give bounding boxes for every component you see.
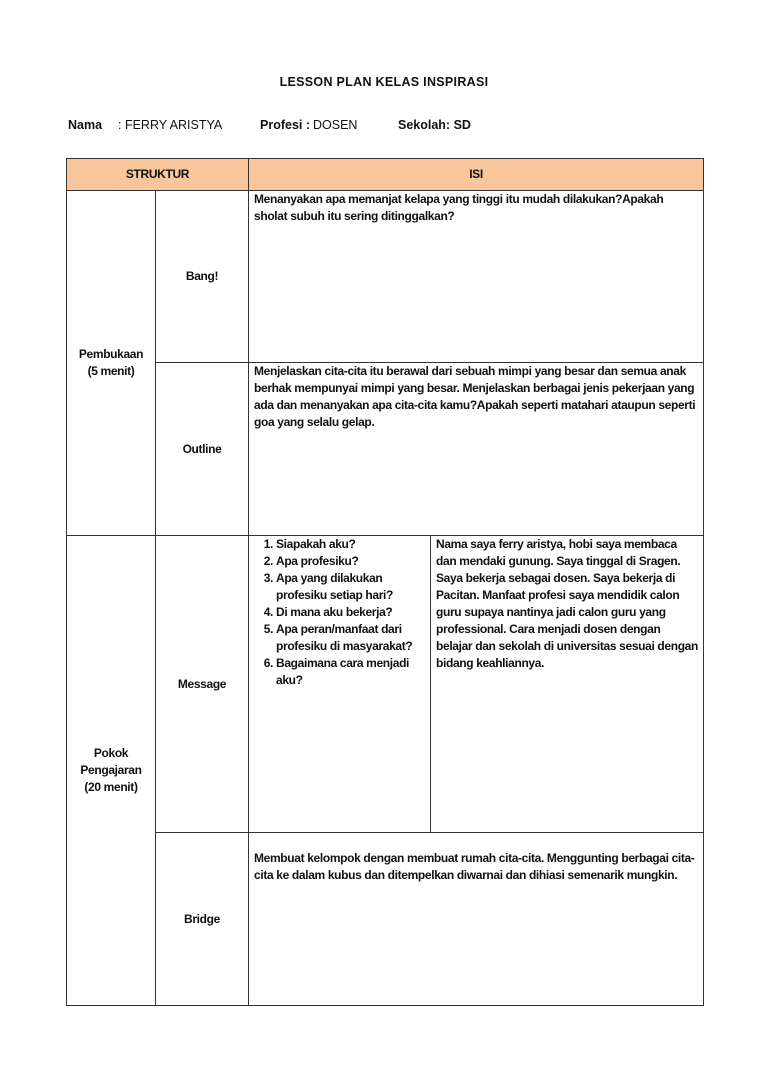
table-row bbox=[67, 363, 704, 536]
section-pokok-pengajaran: Pokok Pengajaran (20 menit) bbox=[67, 536, 156, 1006]
list-item: 3. Apa yang dilakukan profesiku setiap hari? bbox=[276, 570, 425, 604]
header-isi: ISI bbox=[249, 159, 704, 191]
sekolah-label: Sekolah: SD bbox=[398, 118, 471, 132]
bridge-content: Membuat kelompok dengan membuat rumah cita-cita. Menggunting berbagai cita-cita ke dalam kubus dan ditempelkan diwarnai dan dihiasi semenarik mungkin. bbox=[249, 833, 704, 1006]
row-label-bridge: Bridge bbox=[156, 833, 249, 1006]
table-row bbox=[67, 191, 704, 363]
table-row bbox=[67, 833, 704, 1006]
table-header-row bbox=[67, 159, 704, 191]
list-item: 5. Apa peran/manfaat dari profesiku di masyarakat? bbox=[276, 621, 425, 655]
list-item: 1. Siapakah aku? bbox=[276, 536, 425, 553]
row-label-outline: Outline bbox=[156, 363, 249, 536]
question-list bbox=[254, 536, 425, 689]
row-label-bang: Bang! bbox=[156, 191, 249, 363]
nama-value: : FERRY ARISTYA bbox=[118, 118, 223, 132]
row-label-message: Message bbox=[156, 536, 249, 833]
message-answer: Nama saya ferry aristya, hobi saya membaca dan mendaki gunung. Saya tinggal di Sragen. Saya bekerja sebagai dosen. Saya bekerja di Pacitan. Manfaat profesi saya mendidik calon guru supaya nantinya jadi calon guru yang professional. Cara menjadi dosen dengan belajar dan sekolah di universitas sesuai dengan bidang keahliannya. bbox=[431, 536, 704, 833]
header-struktur: STRUKTUR bbox=[67, 159, 249, 191]
profesi-label: Profesi : bbox=[260, 118, 311, 132]
nama-label: Nama bbox=[68, 118, 103, 132]
section-pembukaan: Pembukaan (5 menit) bbox=[67, 191, 156, 536]
list-item: 6. Bagaimana cara menjadi aku? bbox=[276, 655, 425, 689]
table-row bbox=[67, 536, 704, 833]
lesson-plan-table bbox=[66, 158, 704, 1006]
bang-content: Menanyakan apa memanjat kelapa yang tinggi itu mudah dilakukan?Apakah sholat subuh itu sering ditinggalkan? bbox=[249, 191, 704, 363]
outline-content: Menjelaskan cita-cita itu berawal dari sebuah mimpi yang besar dan semua anak berhak mempunyai mimpi yang besar. Menjelaskan berbagai jenis pekerjaan yang ada dan menanyakan apa cita-cita kamu?Apakah seperti matahari ataupun seperti goa yang selalu gelap. bbox=[249, 363, 704, 536]
list-item: 4. Di mana aku bekerja? bbox=[276, 604, 425, 621]
message-questions bbox=[249, 536, 431, 833]
profesi-value: DOSEN bbox=[313, 118, 358, 132]
list-item: 2. Apa profesiku? bbox=[276, 553, 425, 570]
document-title: LESSON PLAN KELAS INSPIRASI bbox=[279, 75, 489, 89]
